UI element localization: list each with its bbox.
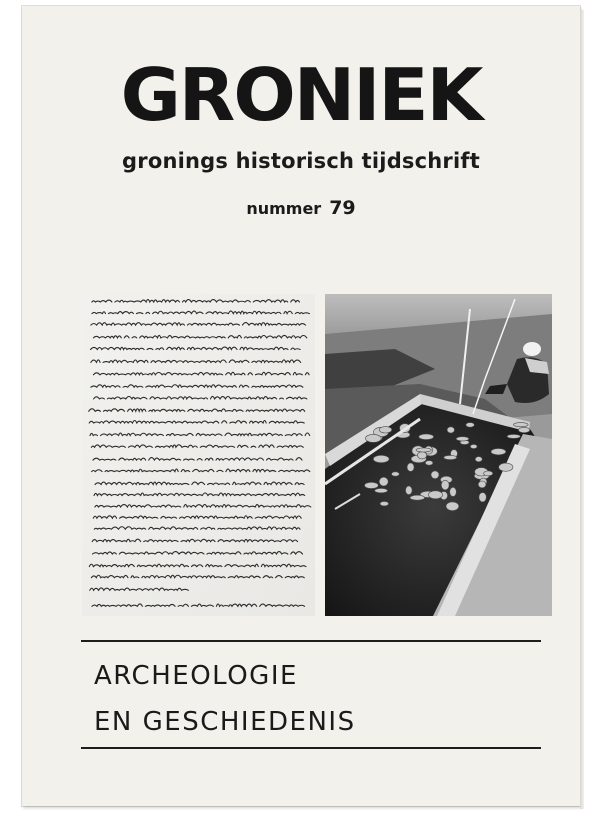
magazine-title: GRONIEK xyxy=(120,53,482,137)
issue-line xyxy=(22,197,580,219)
cobblestone xyxy=(425,461,433,466)
cobblestone xyxy=(431,471,439,479)
cobblestone xyxy=(375,488,388,492)
cobblestone xyxy=(479,493,486,502)
cobblestone xyxy=(456,437,469,441)
bottom-rule xyxy=(81,747,541,749)
cobblestone xyxy=(418,452,427,459)
magazine-cover xyxy=(22,6,580,806)
top-rule xyxy=(81,640,541,642)
cobblestone xyxy=(406,486,413,495)
cobblestone xyxy=(518,427,529,432)
cobblestone xyxy=(450,487,457,496)
cobblestone xyxy=(441,480,449,490)
magazine-subtitle: gronings historisch tijdschrift xyxy=(122,149,480,173)
cobblestone xyxy=(447,427,454,433)
theme-line-1: ARCHEOLOGIE xyxy=(94,661,298,691)
cobblestone xyxy=(365,434,381,442)
cobblestone xyxy=(416,448,431,452)
cobblestone xyxy=(407,463,414,471)
cobblestone xyxy=(484,471,493,476)
cobblestone xyxy=(475,457,482,462)
theme-line-2: EN GESCHIEDENIS xyxy=(94,707,356,737)
cobblestone xyxy=(419,434,434,440)
issue-label: nummer xyxy=(246,199,322,218)
cobblestone xyxy=(446,502,459,511)
cobblestone xyxy=(365,482,379,488)
cobblestone xyxy=(380,502,389,506)
manuscript-image xyxy=(82,294,315,616)
cobblestone xyxy=(491,449,506,455)
manuscript-photo xyxy=(82,294,315,616)
cobblestone xyxy=(392,472,400,476)
cobblestone xyxy=(507,434,520,438)
cobblestone xyxy=(466,423,474,428)
cobblestone xyxy=(478,481,486,488)
cobblestone xyxy=(470,444,477,448)
cobblestone xyxy=(499,463,513,471)
cobblestone xyxy=(379,427,392,433)
excavation-image xyxy=(325,294,552,616)
cobblestone xyxy=(410,495,425,500)
cobblestone xyxy=(444,455,457,459)
cobblestone xyxy=(514,423,529,427)
cobblestone xyxy=(428,491,442,499)
cobblestone xyxy=(373,455,389,462)
excavation-photo xyxy=(325,294,552,616)
issue-number: 79 xyxy=(329,197,356,219)
cobblestone xyxy=(379,477,388,486)
